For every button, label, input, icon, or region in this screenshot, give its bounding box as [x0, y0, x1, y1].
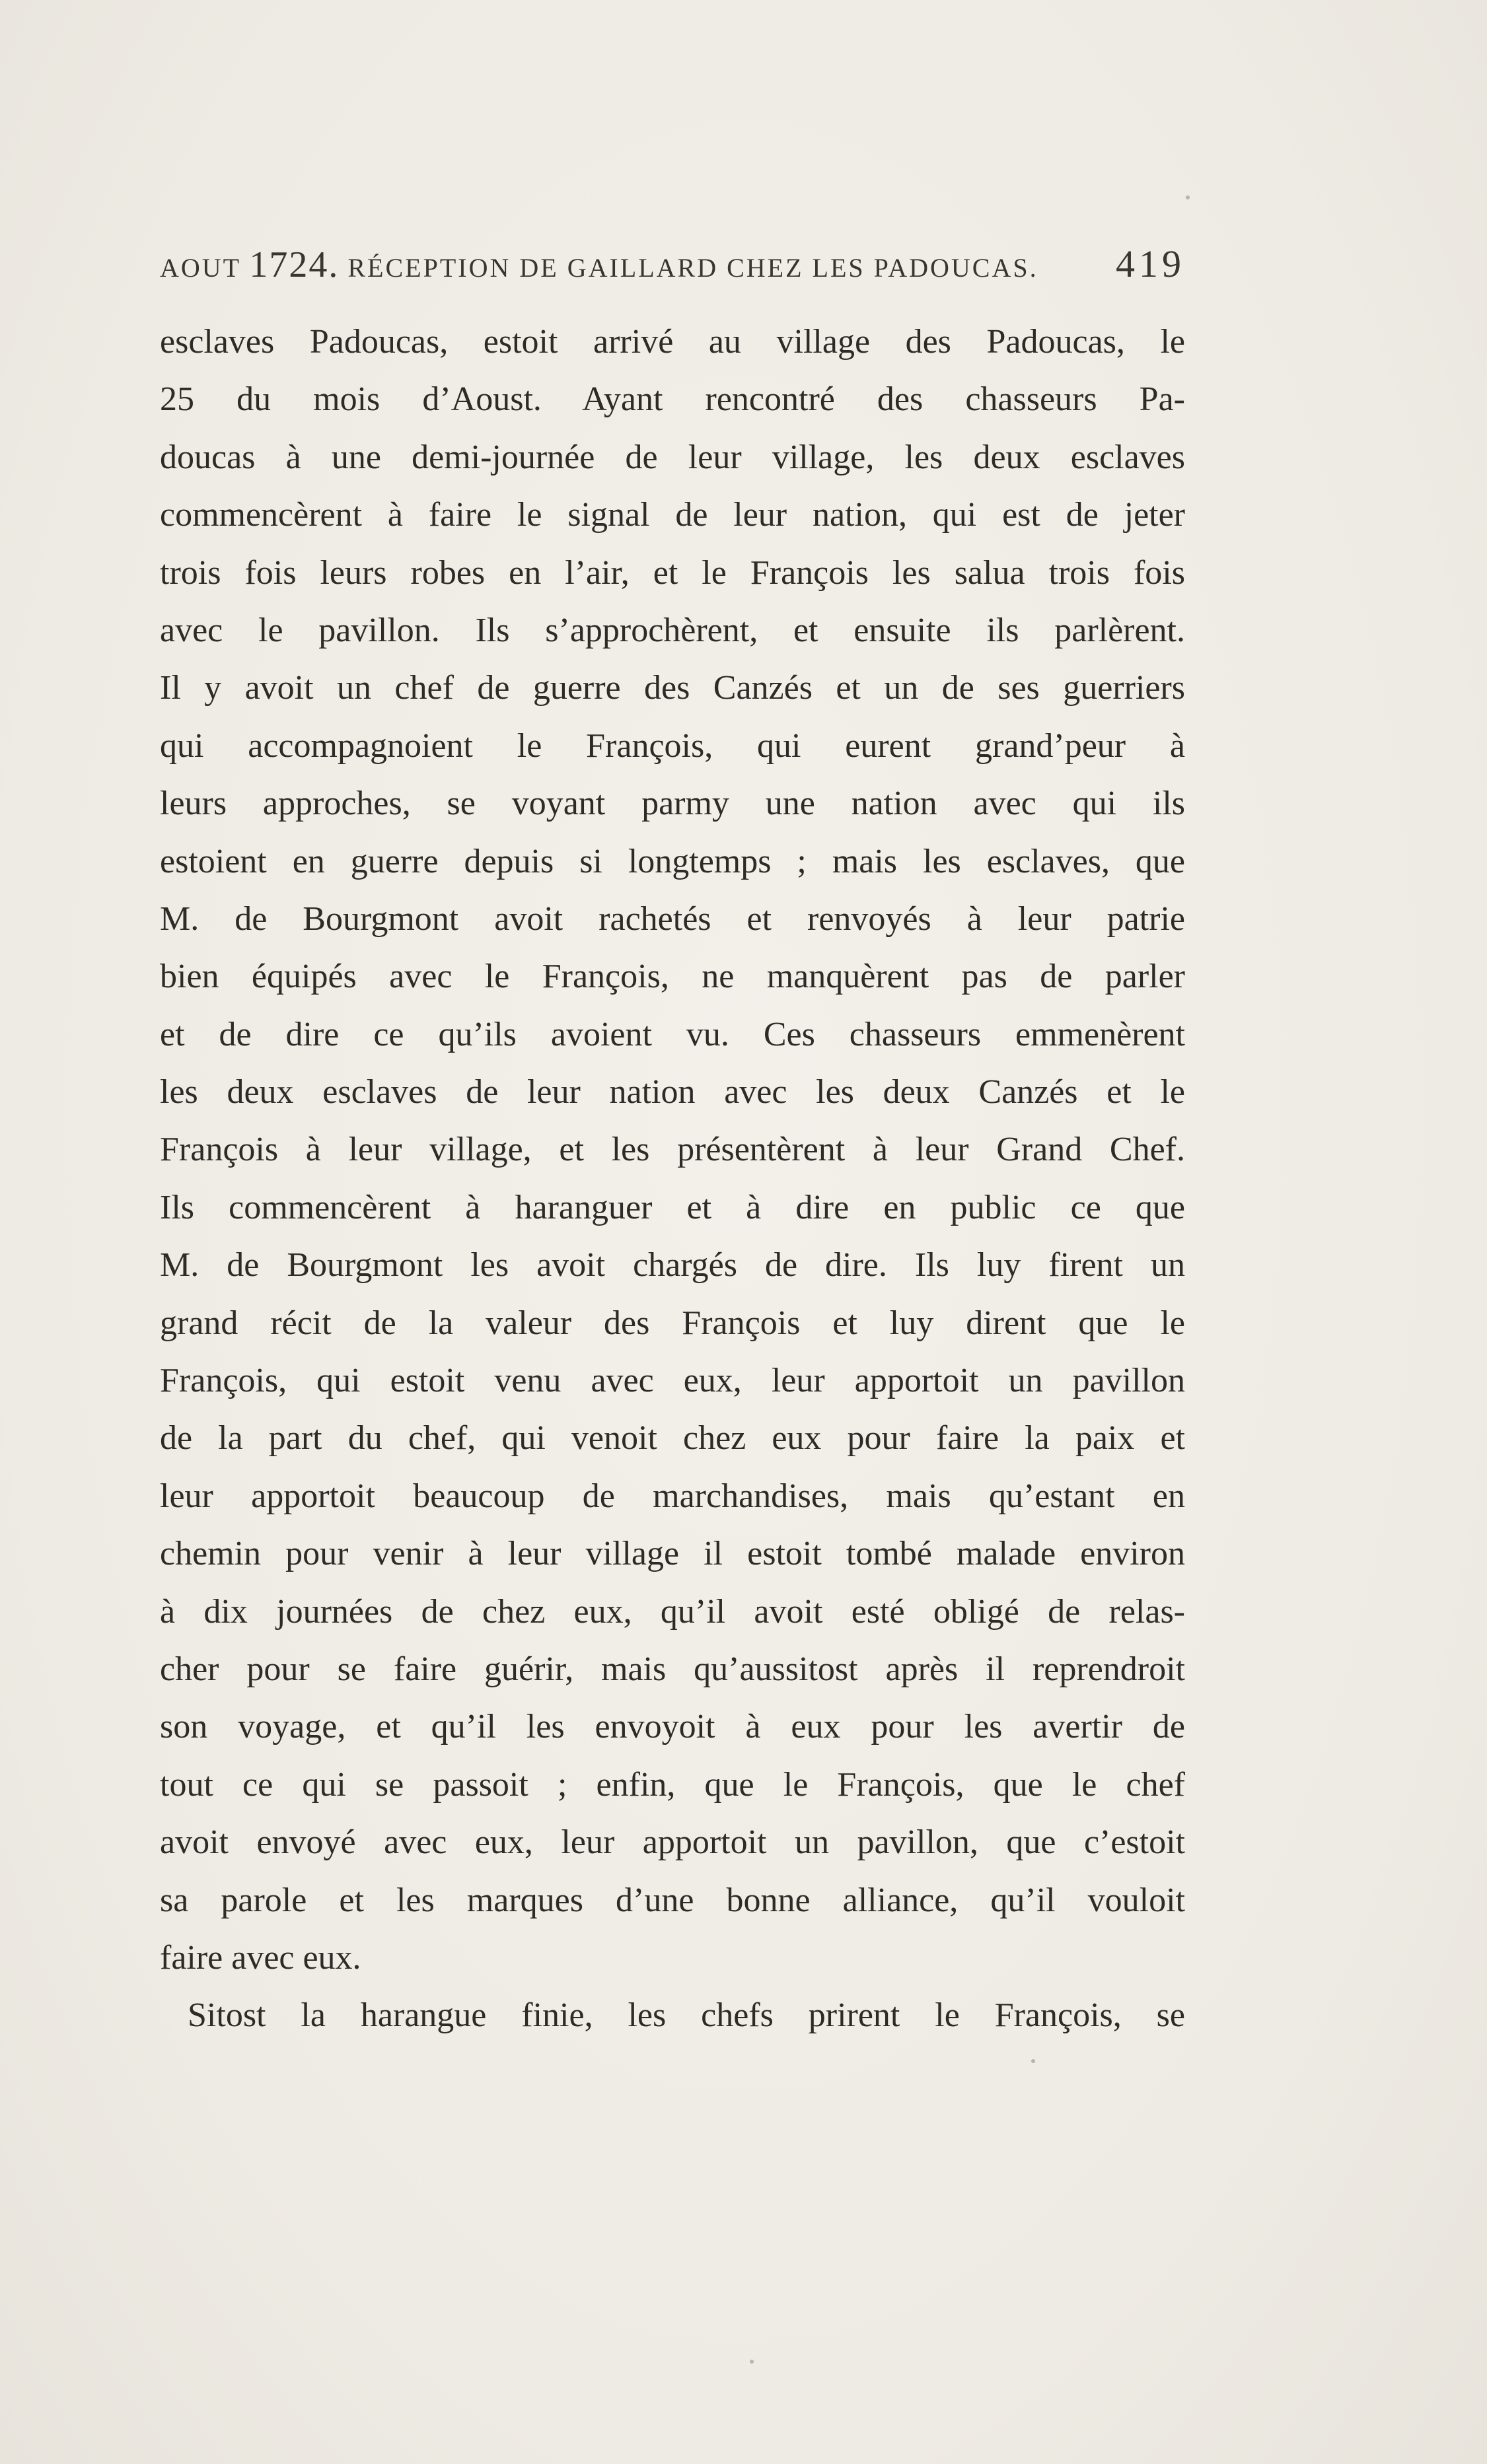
text-line: leurs approches, se voyant parmy une nation avec qui ils [160, 785, 1185, 823]
text-line: chemin pour venir à leur village il estoit tombé malade environ [160, 1535, 1185, 1573]
text-line: qui accompagnoient le François, qui eurent grand’peur à [160, 726, 1185, 765]
text-line: les deux esclaves de leur nation avec les deux Canzés et le [160, 1073, 1185, 1111]
text-line: Il y avoit un chef de guerre des Canzés et un de ses guerriers [160, 669, 1185, 707]
text-line: tout ce qui se passoit ; enfin, que le François, que le chef [160, 1765, 1185, 1804]
text-line: avoit envoyé avec eux, leur apportoit un pavillon, que c’estoit [160, 1823, 1185, 1862]
paragraph-start-line: Sitost la harangue finie, les chefs prirent le François, se [188, 1996, 1185, 2035]
text-line: 25 du mois d’Aoust. Ayant rencontré des chasseurs Pa- [160, 380, 1185, 419]
running-head [160, 242, 1185, 295]
running-head-year: 1724. [249, 244, 340, 285]
text-line: trois fois leurs robes en l’air, et le François les salua trois fois [160, 553, 1185, 592]
text-line: cher pour se faire guérir, mais qu’aussitost après il reprendroit [160, 1650, 1185, 1688]
running-head-month: AOUT [160, 253, 241, 283]
text-line: M. de Bourgmont les avoit chargés de dire. Ils luy firent un [160, 1246, 1185, 1285]
page-number: 419 [1116, 242, 1185, 285]
paper-speck [1031, 2059, 1035, 2063]
text-line: François, qui estoit venu avec eux, leur apportoit un pavillon [160, 1362, 1185, 1400]
text-line: bien équipés avec le François, ne manquèrent pas de parler [160, 958, 1185, 996]
text-line: François à leur village, et les présentèrent à leur Grand Chef. [160, 1131, 1185, 1169]
text-line: à dix journées de chez eux, qu’il avoit esté obligé de relas- [160, 1592, 1185, 1631]
paper-speck [750, 2360, 754, 2364]
paragraph-end-line: faire avec eux. [160, 1938, 361, 1977]
text-line: estoient en guerre depuis si longtemps ; mais les esclaves, que [160, 842, 1185, 880]
running-head-title [160, 244, 1038, 286]
text-line: avec le pavillon. Ils s’approchèrent, et ensuite ils parlèrent. [160, 611, 1185, 649]
text-line: grand récit de la valeur des François et luy dirent que le [160, 1304, 1185, 1342]
running-head-chapter-title: RÉCEPTION DE GAILLARD CHEZ LES PADOUCAS. [347, 253, 1038, 283]
text-line: Ils commencèrent à haranguer et à dire en public ce que [160, 1188, 1185, 1226]
text-line: M. de Bourgmont avoit rachetés et renvoyés à leur patrie [160, 899, 1185, 938]
text-line: doucas à une demi-journée de leur village, les deux esclaves [160, 438, 1185, 476]
text-line: et de dire ce qu’ils avoient vu. Ces chasseurs emmenèrent [160, 1015, 1185, 1053]
text-line: sa parole et les marques d’une bonne alliance, qu’il vouloit [160, 1881, 1185, 1919]
text-line: commencèrent à faire le signal de leur nation, qui est de jeter [160, 496, 1185, 534]
text-line: esclaves Padoucas, estoit arrivé au village des Padoucas, le [160, 323, 1185, 361]
text-line: de la part du chef, qui venoit chez eux pour faire la paix et [160, 1419, 1185, 1458]
paper-speck [1186, 195, 1190, 199]
text-line: leur apportoit beaucoup de marchandises, mais qu’estant en [160, 1477, 1185, 1515]
body-text [160, 313, 1185, 2045]
text-line: son voyage, et qu’il les envoyoit à eux pour les avertir de [160, 1708, 1185, 1746]
